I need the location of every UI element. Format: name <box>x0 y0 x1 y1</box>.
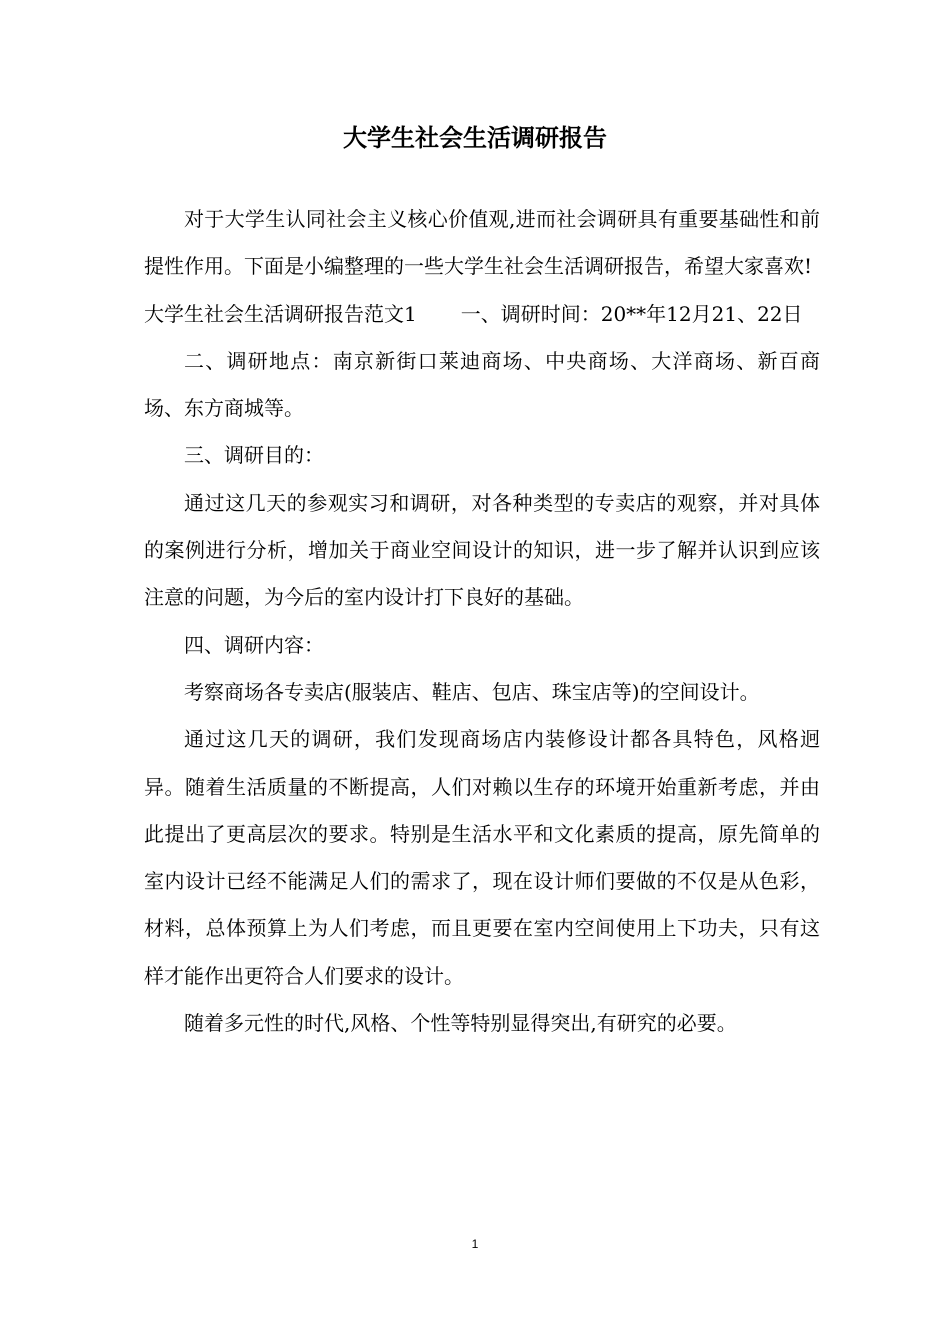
research-content-paragraph: 考察商场各专卖店(服装店、鞋店、包店、珠宝店等)的空间设计。 <box>184 679 760 704</box>
research-content-heading: 四、调研内容： <box>184 632 324 657</box>
intro-paragraph: 对于大学生认同社会主义核心价值观,进而社会调研具有重要基础性和前提性作用。下面是小编整理的一些大学生社会生活调研报告，希望大家喜欢! <box>144 207 820 279</box>
research-purpose-paragraph: 通过这几天的参观实习和调研，对各种类型的专卖店的观察，并对具体的案例进行分析，增加关于商业空间设计的知识，进一步了解并认识到应该注意的问题，为今后的室内设计打下良好的基础。 <box>144 490 820 610</box>
research-purpose-heading: 三、调研目的： <box>184 443 324 468</box>
example-heading: 大学生社会生活调研报告范文1 <box>144 301 417 326</box>
findings-paragraph: 通过这几天的调研，我们发现商场店内装修设计都各具特色，风格迥异。随着生活质量的不断提高，人们对赖以生存的环境开始重新考虑，并由此提出了更高层次的要求。特别是生活水平和文化素质的提高，原先简单的室内设计已经不能满足人们的需求了，现在设计师们要做的不仅是从色彩，材料，总体预算上为人们考虑，而且更要在室内空间使用上下功夫，只有这样才能作出更符合人们要求的设计。 <box>144 727 820 988</box>
research-location-paragraph: 二、调研地点：南京新街口莱迪商场、中央商场、大洋商场、新百商场、东方商城等。 <box>144 348 820 421</box>
document-body <box>144 196 820 1047</box>
document-title: 大学生社会生活调研报告 <box>343 124 607 152</box>
example-heading-line <box>144 291 820 338</box>
diversity-paragraph: 随着多元性的时代,风格、个性等特别显得突出,有研究的必要。 <box>184 1011 737 1036</box>
research-time-paragraph: 一、调研时间：20**年12月21、22日 <box>460 301 803 326</box>
page-number: 1 <box>471 1237 479 1251</box>
